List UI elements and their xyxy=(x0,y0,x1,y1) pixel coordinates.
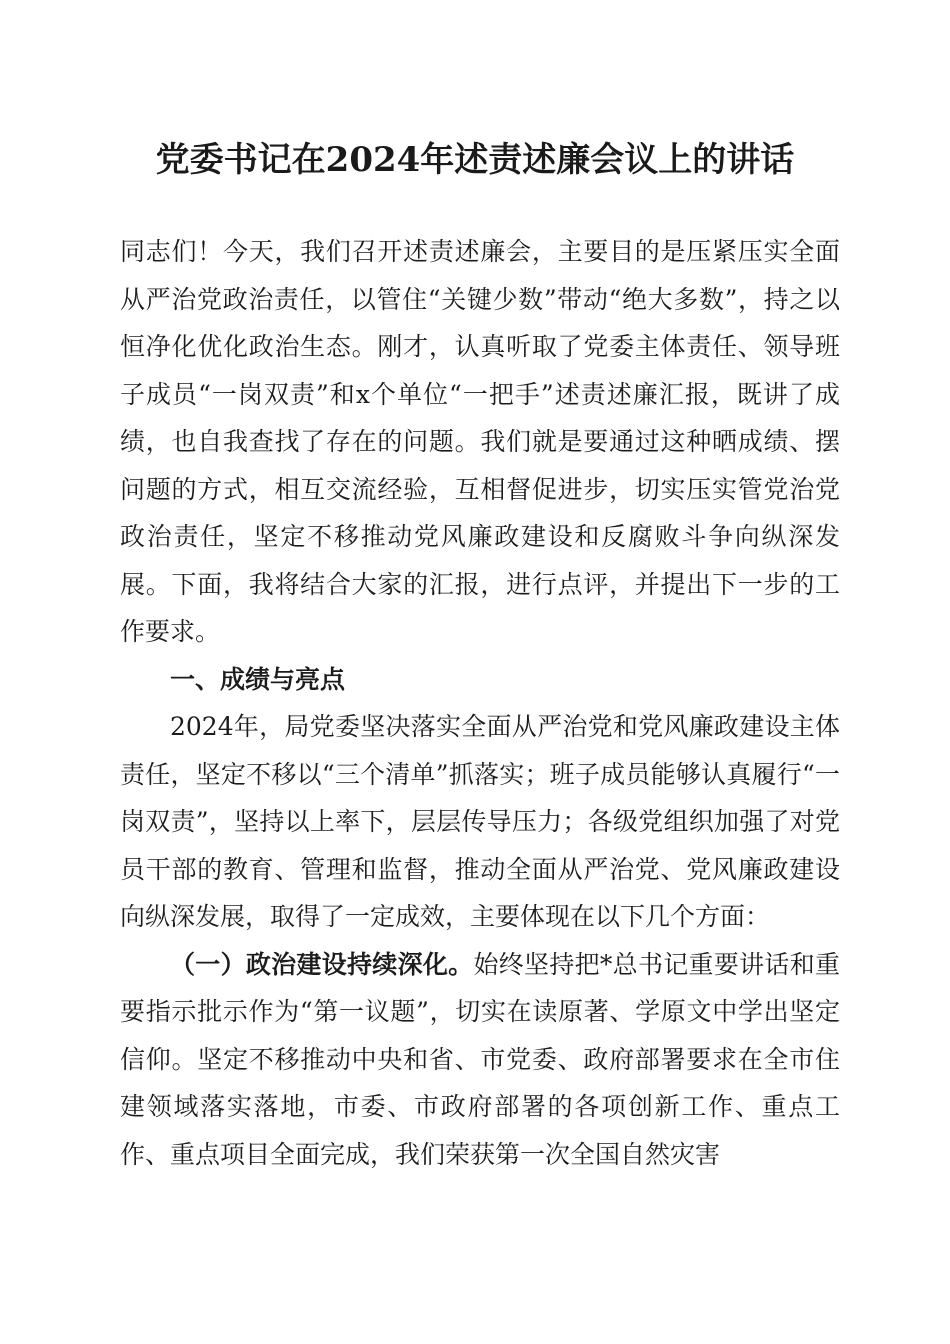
document-title: 党委书记在2024年述责述廉会议上的讲话 xyxy=(155,140,795,180)
section-heading-1: 一、成绩与亮点 xyxy=(170,664,346,694)
document-body xyxy=(120,228,840,1178)
section-1-paragraph: 2024年，局党委坚决落实全面从严治党和党风廉政建设主体责任，坚定不移以“三个清单”抓落实；班子成员能够认真履行“一岗双责”，坚持以上率下，层层传导压力；各级党组织加强了对党员干部的教育、管理和监督，推动全面从严治党、党风廉政建设向纵深发展，取得了一定成效，主要体现在以下几个方面： xyxy=(120,712,840,931)
subsection-heading-1: （一）政治建设持续深化。 xyxy=(170,949,474,979)
subsection-1-paragraph xyxy=(120,941,840,1179)
subsection-1-text: 始终坚持把*总书记重要讲话和重要指示批示作为“第一议题”，切实在读原著、学原文中学出坚定信仰。坚定不移推动中央和省、市党委、政府部署要求在全市住建领域落实落地，市委、市政府部署的各项创新工作、重点工作、重点项目全面完成，我们荣获第一次全国自然灾害 xyxy=(120,949,840,1169)
intro-paragraph: 同志们！今天，我们召开述责述廉会，主要目的是压紧压实全面从严治党政治责任，以管住“关键少数”带动“绝大多数”，持之以恒净化优化政治生态。刚才，认真听取了党委主体责任、领导班子成员“一岗双责”和x个单位“一把手”述责述廉汇报，既讲了成绩，也自我查找了存在的问题。我们就是要通过这种晒成绩、摆问题的方式，相互交流经验，互相督促进步，切实压实管党治党政治责任，坚定不移推动党风廉政建设和反腐败斗争向纵深发展。下面，我将结合大家的汇报，进行点评，并提出下一步的工作要求。 xyxy=(120,237,840,646)
